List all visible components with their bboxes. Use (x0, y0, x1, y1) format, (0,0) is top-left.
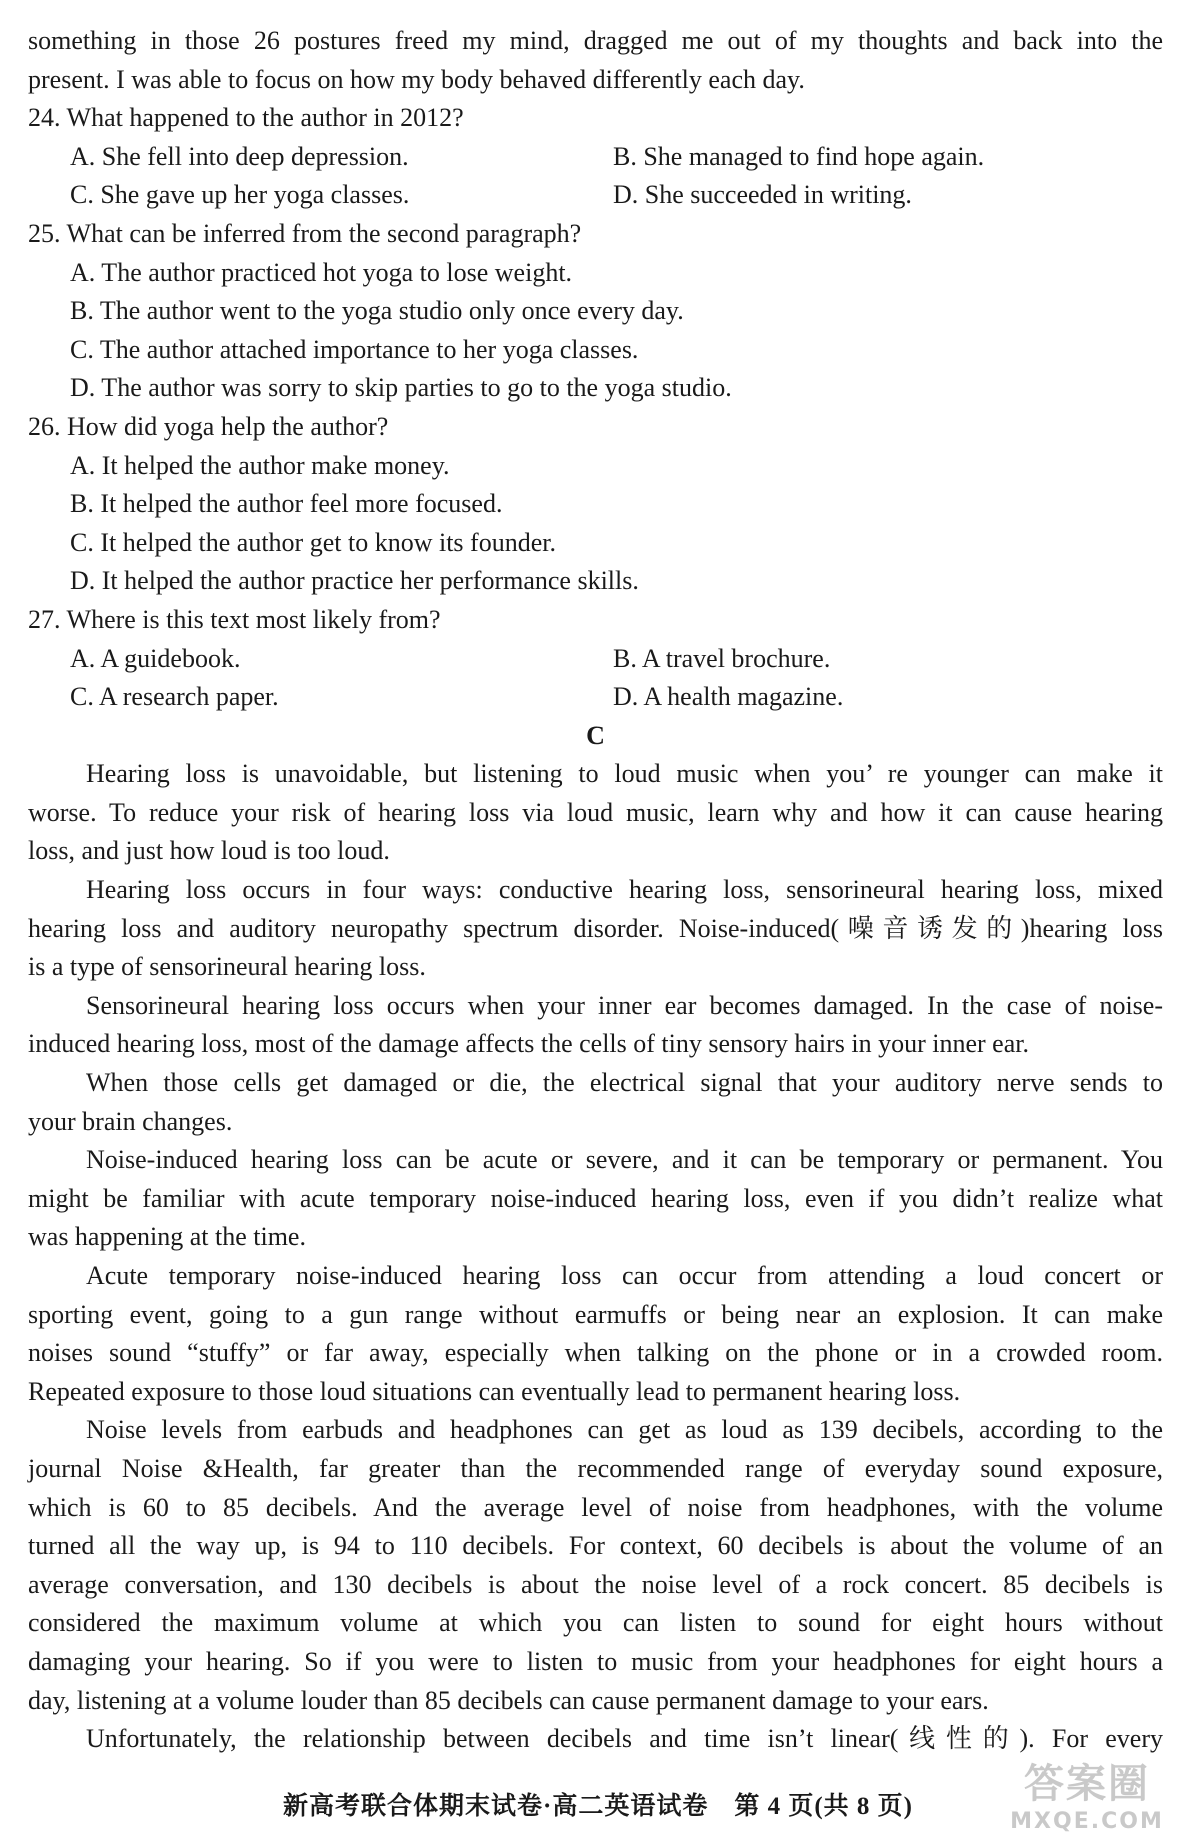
watermark-logo (992, 1752, 1182, 1838)
question-25-stem: 25. What can be inferred from the second paragraph? (28, 218, 582, 248)
passage-line: Unfortunately, the relationship between decibels and time isn’t linear(线性的). For every (86, 1724, 1163, 1754)
question-26-stem: 26. How did yoga help the author? (28, 411, 389, 441)
passage-line: loss, and just how loud is too loud. (28, 836, 390, 866)
passage-line: noises sound “stuffy” or far away, especially when talking on the phone or in a crowded room. (28, 1338, 1163, 1368)
page-footer: 新高考联合体期末试卷·高二英语试卷 第 4 页(共 8 页) (283, 1793, 913, 1820)
passage-line: journal Noise &Health, far greater than the recommended range of everyday sound exposure, (28, 1453, 1163, 1483)
question-24-option-c: C. She gave up her yoga classes. (70, 180, 410, 210)
passage-line: Hearing loss is unavoidable, but listening to loud music when you’ re younger can make it (86, 759, 1163, 789)
question-24-option-a: A. She fell into deep depression. (70, 141, 409, 171)
question-27-option-b: B. A travel brochure. (613, 643, 831, 673)
passage-line: turned all the way up, is 94 to 110 decibels. For context, 60 decibels is about the volume of an (28, 1531, 1163, 1561)
passage-line: considered the maximum volume at which you can listen to sound for eight hours without (28, 1608, 1163, 1638)
question-27-option-c: C. A research paper. (70, 682, 279, 712)
question-27-option-d: D. A health magazine. (613, 682, 844, 712)
question-27-option-a: A. A guidebook. (70, 643, 241, 673)
passage-line: Noise-induced hearing loss can be acute or severe, and it can be temporary or permanent. You (86, 1145, 1163, 1175)
passage-line: sporting event, going to a gun range without earmuffs or being near an explosion. It can make (28, 1299, 1163, 1329)
passage-line: average conversation, and 130 decibels is about the noise level of a rock concert. 85 decibels is (28, 1569, 1163, 1599)
question-24-option-d: D. She succeeded in writing. (613, 180, 912, 210)
watermark-bottom: MXQE.COM (1010, 1809, 1164, 1834)
question-24-options-row-2 (28, 176, 1163, 215)
question-26-option-d: D. It helped the author practice her performance skills. (70, 566, 639, 596)
question-25-option-c: C. The author attached importance to her yoga classes. (70, 334, 639, 364)
passage-line: your brain changes. (28, 1106, 233, 1136)
question-24-options-row-1 (28, 138, 1163, 177)
passage-line: Sensorineural hearing loss occurs when your inner ear becomes damaged. In the case of noise- (86, 990, 1163, 1020)
question-27-options-row-1 (28, 640, 1163, 679)
section-title: C (586, 720, 605, 750)
passage-line: induced hearing loss, most of the damage affects the cells of tiny sensory hairs in your inner ear. (28, 1029, 1029, 1059)
exam-page (28, 22, 1163, 1759)
question-25-option-d: D. The author was sorry to skip parties to go to the yoga studio. (70, 373, 732, 403)
question-26-option-b: B. It helped the author feel more focused. (70, 489, 503, 519)
intro-line-2: present. I was able to focus on how my body behaved differently each day. (28, 64, 805, 94)
passage-line: was happening at the time. (28, 1222, 306, 1252)
passage-line: might be familiar with acute temporary noise-induced hearing loss, even if you didn’t realize what (28, 1183, 1163, 1213)
passage-line: Hearing loss occurs in four ways: conductive hearing loss, sensorineural hearing loss, mixed (86, 875, 1163, 905)
passage-line: hearing loss and auditory neuropathy spectrum disorder. Noise-induced(噪音诱发的)hearing loss (28, 913, 1163, 943)
passage-line: Repeated exposure to those loud situations can eventually lead to permanent hearing loss. (28, 1376, 961, 1406)
passage-line: day, listening at a volume louder than 85 decibels can cause permanent damage to your ears. (28, 1685, 989, 1715)
question-27-stem: 27. Where is this text most likely from? (28, 604, 441, 634)
watermark-top: 答案圈 (1024, 1761, 1150, 1807)
question-27-options-row-2 (28, 678, 1163, 717)
passage-line: damaging your hearing. So if you were to listen to music from your headphones for eight hours a (28, 1646, 1163, 1676)
question-26-option-a: A. It helped the author make money. (70, 450, 450, 480)
passage-line: which is 60 to 85 decibels. And the average level of noise from headphones, with the volume (28, 1492, 1163, 1522)
passage-line: Noise levels from earbuds and headphones can get as loud as 139 decibels, according to the (86, 1415, 1163, 1445)
passage-line: worse. To reduce your risk of hearing loss via loud music, learn why and how it can cause hearing (28, 797, 1163, 827)
intro-line-1: something in those 26 postures freed my mind, dragged me out of my thoughts and back into the (28, 26, 1163, 55)
passage-line: is a type of sensorineural hearing loss. (28, 952, 426, 982)
passage-line: When those cells get damaged or die, the electrical signal that your auditory nerve sends to (86, 1068, 1163, 1098)
question-24-stem: 24. What happened to the author in 2012? (28, 103, 464, 133)
passage-line: Acute temporary noise-induced hearing loss can occur from attending a loud concert or (86, 1261, 1163, 1290)
question-25-option-b: B. The author went to the yoga studio only once every day. (70, 296, 684, 326)
question-26-option-c: C. It helped the author get to know its founder. (70, 527, 556, 557)
question-25-option-a: A. The author practiced hot yoga to lose weight. (70, 257, 573, 287)
question-24-option-b: B. She managed to find hope again. (613, 141, 985, 171)
